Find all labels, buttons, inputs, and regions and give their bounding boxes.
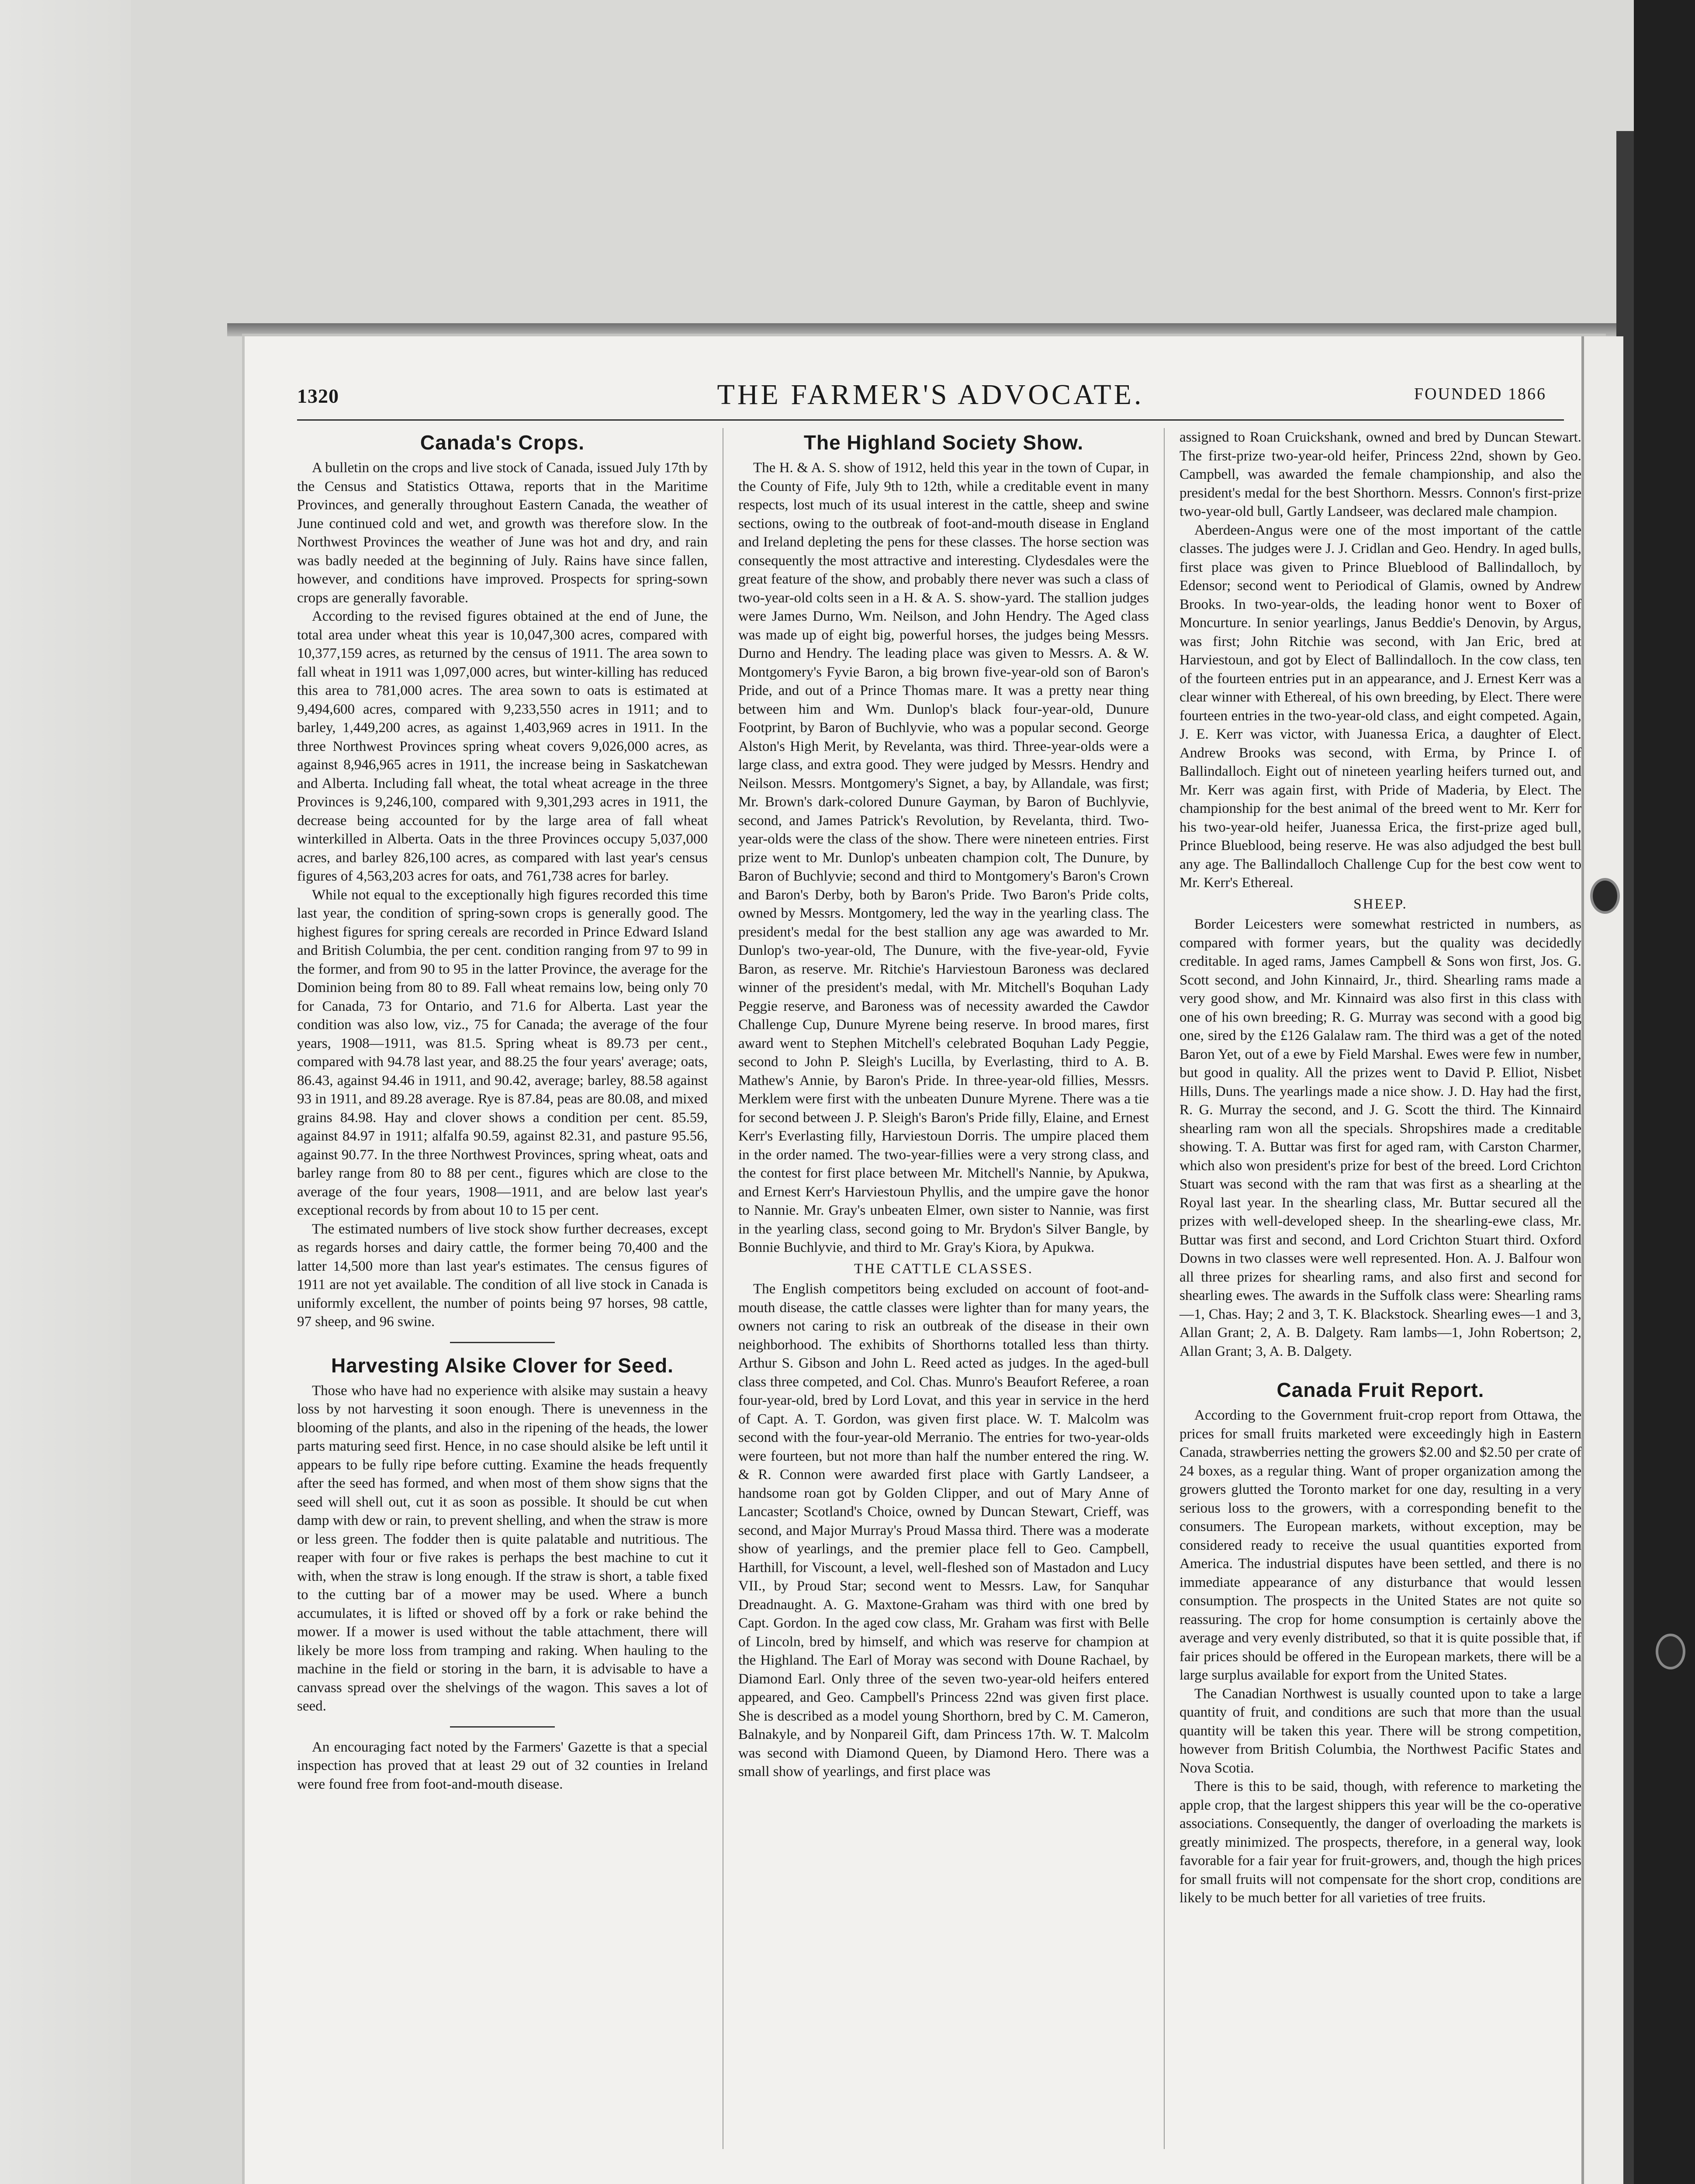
- paragraph: There is this to be said, though, with reference to marketing the apple crop, that the largest shippers this year will be the co-operative associations. Consequently, the danger of overloading the markets is greatly minimized. The prospects, therefore, in a general way, look favorable for a fair year for fruit-growers, and, though the high prices for small fruits will not compensate for the short crop, conditions are likely to be much better for all varieties of tree fruits.: [1180, 1779, 1581, 1906]
- column-gutter: [1164, 428, 1165, 2149]
- paragraph: The estimated numbers of live stock show further decreases, except as regards horses and dairy cattle, the former being 70,400 and the latter 14,500 more than last year's estimates. The census figures of 1911 are not yet available. The condition of all live stock in Canada is uniformly excellent, the number of points being 97 horses, 98 cattle, 97 sheep, and 96 swine.: [297, 1221, 708, 1330]
- column-2: [738, 428, 1149, 1781]
- paragraph: Border Leicesters were somewhat restricted in numbers, as compared with former years, but the quality was decidedly creditable. In aged rams, James Campbell & Sons won first, Jos. G. Scott second, and John Kinnaird, Jr., third. Shearling rams made a very good show, and Mr. Kinnaird was also first in this class with one of his own breeding; R. G. Murray was second with a good big one, sired by the £126 Galalaw ram. The third was a get of the noted Baron Yet, out of a ewe by Field Marshal. Ewes were few in number, but good in quality. All the prizes went to David P. Elliot, Nisbet Hills, Duns. The yearlings made a nice show. J. D. Hay had the first, R. G. Murray the second, and J. G. Scott the third. The Kinnaird shearling ram won all the specials. Shropshires made a creditable showing. T. A. Buttar was first for aged ram, with Carston Charmer, which also won president's prize for best of the breed. Lord Crichton Stuart was second with the ram that was first as a shearling at the Royal last year. In the shearling class, Mr. Buttar secured all the prizes with well-developed sheep. In the shearling-ewe class, Mr. Buttar was first and second, and Lord Crichton Stuart third. Oxford Downs in two classes were well represented. Hon. A. J. Balfour won all three prizes for shearling rams, and also first and second for shearling ewes. The awards in the Suffolk class were: Shearling rams—1, Chas. Hay; 2 and 3, T. K. Blackstock. Shearling ewes—1 and 3, Allan Grant; 2, A. B. Dalgety. Ram lambs—1, John Robertson; 2, Allan Grant; 3, A. B. Dalgety.: [1180, 916, 1581, 1359]
- subhead-cattle-classes: THE CATTLE CLASSES.: [854, 1261, 1033, 1277]
- subhead-sheep: SHEEP.: [1353, 896, 1408, 912]
- article-divider: [450, 1726, 555, 1728]
- page-number: 1320: [297, 385, 339, 407]
- headline-canada-fruit-report: Canada Fruit Report.: [1276, 1379, 1484, 1401]
- paragraph-gazette-note: An encouraging fact noted by the Farmers' Gazette is that a special inspection has proved that at least 29 out of 32 counties in Ireland were found free from foot-and-mouth disease.: [297, 1739, 708, 1792]
- journal-title: THE FARMER'S ADVOCATE.: [717, 379, 1144, 411]
- scan-background-right: [1634, 0, 1695, 2184]
- founded-date: FOUNDED 1866: [1414, 385, 1546, 403]
- masthead-rule: [297, 419, 1564, 421]
- paragraph: The H. & A. S. show of 1912, held this year in the town of Cupar, in the County of Fife, July 9th to 12th, while a creditable event in many respects, lost much of its usual interest in the cattle, sheep and swine sections, owing to the outbreak of foot-and-mouth disease in England and Ireland depleting the pens for these classes. The horse section was consequently the most attractive and interesting. Clydesdales were the great feature of the show, and probably there never was such a class of two-year-old colts seen in a H. & A. S. show-yard. The stallion judges were James Durno, Wm. Neilson, and John Hendry. The Aged class was made up of eight big, powerful horses, the judges being Messrs. Durno and Hendry. The leading place was given to Messrs. A. & W. Montgomery's Fyvie Baron, a big brown five-year-old son of Baron's Pride, and out of a Prince Thomas mare. It was a pretty near thing between him and Wm. Dunlop's black four-year-old, Dunure Footprint, by Baron of Buchlyvie, who was a popular second. George Alston's High Merit, by Revelanta, was third. Three-year-olds were a large class, and extra good. They were judged by Messrs. Hendry and Neilson. Messrs. Montgomery's Signet, a bay, by Allandale, was first; Mr. Brown's dark-colored Dunure Gayman, by Baron of Buchlyvie, second, and James Patrick's Revolution, by Revelanta, third. Two-year-olds were the class of the show. There were nineteen entries. First prize went to Mr. Dunlop's unbeaten champion colt, The Dunure, by Baron of Buchlyvie; second and third to Montgomery's Baron's Crown and Baron's Derby, both by Baron's Pride. Two Baron's Pride colts, owned by Messrs. Montgomery, led the way in the yearling class. The president's medal for the best stallion any age was awarded to Mr. Dunlop's two-year-old, The Dunure, with the five-year-old, Fyvie Baron, as reserve. Mr. Ritchie's Harviestoun Baroness was declared winner of the president's medal, with Mr. Mitchell's Boquhan Lady Peggie reserve, and Baroness was of necessity awarded the Cawdor Challenge Cup, Dunure Myrene being reserve. In brood mares, first award went to Stephen Mitchell's celebrated Boquhan Lady Peggie, second to John P. Sleigh's Lucilla, by Everlasting, third to A. B. Mathew's Annie, by Baron's Pride. In three-year-old fillies, Messrs. Merklem were first with the unbeaten Dunure Myrene. There was a tie for second between J. P. Sleigh's Baron's Pride filly, Elaine, and Ernest Kerr's Everlasting filly, Harviestoun Dorris. The umpire placed them in the order named. The two-year-fillies were a very strong class, and the contest for first place between Mr. Mitchell's Nannie, by Apukwa, and Ernest Kerr's Harviestoun Phyllis, and the umpire gave the honor to Nannie. Mr. Gray's unbeaten Elmer, own sister to Nannie, was first in the yearling class, second going to Mr. Brydon's Silver Bangle, by Bonnie Buchlyvie, and third to Mr. Gray's Kiora, by Apukwa.: [738, 460, 1149, 1255]
- headline-harvesting-alsike: Harvesting Alsike Clover for Seed.: [331, 1354, 674, 1377]
- binding-hole: [1656, 1634, 1685, 1669]
- column-1: [297, 428, 708, 1794]
- paragraph: According to the Government fruit-crop report from Ottawa, the prices for small fruits marketed were exceedingly high in Eastern Canada, strawberries netting the growers $2.00 and $2.50 per crate of 24 boxes, as a regular thing. Want of proper organization among the growers glutted the Toronto market for one day, resulting in a very serious loss to the growers, with a corresponding benefit to the consumers. The European markets, without exception, may be considered ready to receive the usual quantities exported from America. The industrial disputes have been settled, and there is no immediate appearance of any disturbance that would lessen consumption. The prospects in the United States are not quite so reassuring. The crop for home consumption is certainly above the average and very evenly distributed, so that it is quite possible that, if fair prices should be offered in the European markets, there will be a large surplus available for export from the United States.: [1180, 1407, 1581, 1683]
- scan-background-left: [0, 0, 131, 2184]
- newspaper-page: [245, 336, 1603, 2184]
- adjacent-page-edge: [1581, 336, 1623, 2184]
- paragraph: While not equal to the exceptionally high figures recorded this time last year, the condition of spring-sown crops is generally good. The highest figures for spring cereals are recorded in Prince Edward Island and British Columbia, the per cent. condition ranging from 97 to 99 in the former, and from 90 to 95 in the latter Province, the average for the Dominion being from 80 to 89. Fall wheat remains low, being only 70 for Canada, 73 for Ontario, and 71.6 for Alberta. Last year the condition was also low, viz., 75 for Canada; the average of the four years, 1908—1911, was 81.5. Spring wheat is 89.73 per cent., compared with 94.78 last year, and 88.25 the four years' average; oats, 86.43, against 94.46 in 1911, and 90.42, average; barley, 88.58 against 93 in 1911, and 89.28 average. Rye is 87.84, peas are 80.08, and mixed grains 84.98. Hay and clover shows a condition per cent. 85.59, against 84.97 in 1911; alfalfa 90.59, against 82.31, and pasture 95.56, against 90.77. In the three Northwest Provinces, spring wheat, oats and barley range from 80 to 88 per cent., figures which are close to the average of the four years, 1908—1911, and are below last year's exceptional records by from about 10 to 15 per cent.: [297, 887, 708, 1218]
- paragraph: A bulletin on the crops and live stock of Canada, issued July 17th by the Census and Statistics Ottawa, reports that in the Maritime Provinces, and generally throughout Eastern Canada, the weather of June continued cold and wet, and growth was therefore slow. In the Northwest Provinces the weather of June was hot and dry, and rain was badly needed at the beginning of July. Rains have since fallen, however, and conditions have improved. Prospects for spring-sown crops are generally favorable.: [297, 460, 708, 606]
- page-top-shadow: [227, 323, 1616, 336]
- binding-hole: [1590, 878, 1620, 914]
- paragraph: Those who have had no experience with alsike may sustain a heavy loss by not harvesting it soon enough. There is unevenness in the blooming of the plants, and also in the ripening of the heads, the lower parts maturing seed first. Hence, in no case should alsike be left until it appears to be fully ripe before cutting. Examine the heads frequently after the seed has formed, and when most of them show signs that the seed will shell out, cut it as soon as possible. It should be cut when damp with dew or rain, to prevent shelling, and when the straw is more or less green. The fodder then is quite palatable and nutritious. The reaper with four or five rakes is perhaps the best machine to cut it with, when the straw is long enough. If the straw is short, a table fixed to the cutting bar of a mower may be used. Where a bunch accumulates, it is lifted or shoved off by a fork or rake behind the mower. If a mower is used without the table attachment, there will likely be more loss from tramping and raking. When hauling to the machine in the field or storing in the barn, it is advisable to have a canvass spread over the shelvings of the wagon. This saves a lot of seed.: [297, 1382, 708, 1714]
- paragraph: Aberdeen-Angus were one of the most important of the cattle classes. The judges were J. J. Cridlan and Geo. Hendry. In aged bulls, first place was given to Prince Blueblood of Ballindalloch, by Edensor; second went to Periodical of Glamis, owned by Andrew Brooks. In two-year-olds, the leading honor went to Boxer of Moncurture. In senior yearlings, Janus Beddie's Denovin, by Argus, was first; John Ritchie was second, with Jan Eric, bred at Harviestoun, and got by Elect of Ballindalloch. In the cow class, ten of the fourteen entries put in an appearance, and J. Ernest Kerr was a clear winner with Ethereal, of his own breeding, by Elect. There were fourteen entries in the two-year-old class, and eight competed. Again, J. E. Kerr was victor, with Juanessa Erica, a daughter of Elect. Andrew Brooks was second, with Erma, by Prince I. of Ballindalloch. Eight out of nineteen yearling heifers turned out, and Mr. Kerr was again first, with Pride of Maderia, by Elect. The championship for the best animal of the breed went to Mr. Kerr for his two-year-old heifer, Juanessa Erica, the first-prize aged bull, Prince Blueblood, being reserve. He was also adjudged the best bull any age. The Ballindalloch Challenge Cup for the best cow went to Mr. Kerr's Ethereal.: [1180, 522, 1581, 891]
- article-divider: [450, 1342, 555, 1343]
- paragraph-continued: assigned to Roan Cruickshank, owned and bred by Duncan Stewart. The first-prize two-year-old heifer, Princess 22nd, shown by Geo. Campbell, was awarded the female championship, and also the president's medal for the best Shorthorn. Messrs. Connon's first-prize two-year-old bull, Gartly Landseer, was declared male champion.: [1180, 429, 1581, 519]
- paragraph: The English competitors being excluded on account of foot-and-mouth disease, the cattle classes were lighter than for many years, the owners not caring to risk an outbreak of the disease in their own neighborhood. The exhibits of Shorthorns totalled less than thirty. Arthur S. Gibson and John L. Reed acted as judges. In the aged-bull class three competed, and Col. Chas. Munro's Beaufort Referee, a roan four-year-old, bred by Lord Lovat, and this year in service in the herd of Capt. A. T. Gordon, was given first place. W. T. Malcolm was second with the four-year-old Merranio. The entries for two-year-olds were fourteen, but not more than half the number entered the ring. W. & R. Connon were awarded first place with Gartly Landseer, a handsome roan got by Golden Clipper, and out of Mary Anne of Lancaster; Scotland's Choice, owned by Duncan Stewart, Crieff, was second, and Major Murray's Proud Massa third. There was a moderate show of yearlings, and the premier place fell to Geo. Campbell, Harthill, for Viscount, a level, well-fleshed son of Mastadon and Lucy VII., by Proud Star; second went to Messrs. Law, for Sanquhar Dreadnaught. A. G. Maxtone-Graham was third with one bred by Capt. Gordon. In the aged cow class, Mr. Graham was first with Belle of Lincoln, bred by himself, and which was reserve for champion at the Highland. The Earl of Moray was second with Doune Rachael, by Diamond Earl. Only three of the seven two-year-old heifers entered appeared, and Geo. Campbell's Princess 22nd was given first place. She is described as a model young Shorthorn, bred by C. M. Cameron, Balnakyle, and by Nonpareil Gift, dam Princess 17th. W. T. Malcolm was second with Diamond Queen, by Diamond Hero. There was a small show of yearlings, and first place was: [738, 1281, 1149, 1780]
- paragraph: The Canadian Northwest is usually counted upon to take a large quantity of fruit, and conditions are such that more than the usual quantity will be taken this year. There will be strong competition, however from British Columbia, the Northwest Pacific States and Nova Scotia.: [1180, 1686, 1581, 1776]
- masthead: [297, 379, 1564, 424]
- paragraph: According to the revised figures obtained at the end of June, the total area under wheat this year is 10,047,300 acres, compared with 10,377,159 acres, as returned by the census of 1911. The area sown to fall wheat in 1911 was 1,097,000 acres, but winter-killing has reduced this area to 781,000 acres. The area sown to oats is estimated at 9,494,600 acres, compared with 9,233,550 acres in 1911; and to barley, 1,449,200 acres, as against 1,403,969 acres in 1911. In the three Northwest Provinces spring wheat covers 9,026,000 acres, as against 8,946,965 acres in 1911, the increase being in Saskatchewan and Alberta. Including fall wheat, the total wheat acreage in the three Provinces is 9,246,100, compared with 9,301,293 acres in 1911, the decrease being accounted for by the large area of fall wheat winterkilled in Alberta. Oats in the three Provinces occupy 5,037,000 acres, and barley 826,100 acres, as compared with last year's census figures of 4,563,203 acres for oats, and 761,738 acres for barley.: [297, 608, 708, 884]
- headline-canadas-crops: Canada's Crops.: [420, 431, 585, 454]
- column-3: [1180, 428, 1581, 1908]
- headline-highland-show: The Highland Society Show.: [803, 431, 1084, 454]
